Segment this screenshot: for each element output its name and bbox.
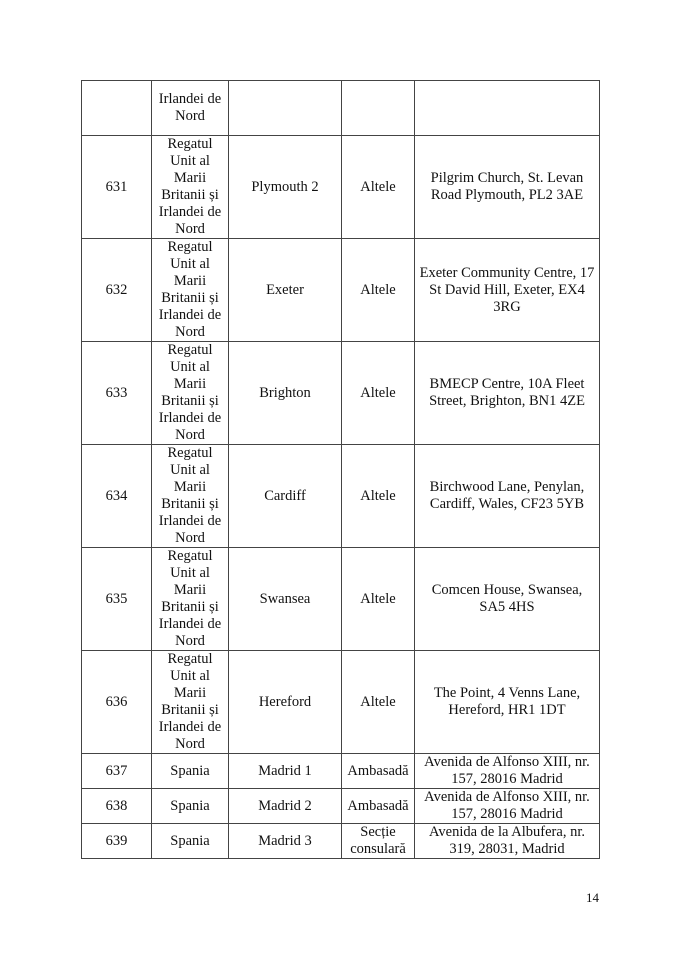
cell-city: Swansea (229, 548, 342, 651)
cell-nr: 634 (82, 445, 152, 548)
cell-nr: 638 (82, 789, 152, 824)
cell-country: Regatul Unit al Marii Britanii și Irlandei de Nord (152, 445, 229, 548)
cell-city: Exeter (229, 239, 342, 342)
table-row (82, 754, 600, 789)
cell-type: Altele (342, 239, 415, 342)
cell-country: Spania (152, 789, 229, 824)
cell-address: Exeter Community Centre, 17 St David Hill, Exeter, EX4 3RG (415, 239, 600, 342)
page-number: 14 (586, 890, 599, 905)
cell-type: Ambasadă (342, 789, 415, 824)
cell-type: Altele (342, 651, 415, 754)
cell-type: Altele (342, 342, 415, 445)
cell-address: The Point, 4 Venns Lane, Hereford, HR1 1DT (415, 651, 600, 754)
cell-address: Birchwood Lane, Penylan, Cardiff, Wales, CF23 5YB (415, 445, 600, 548)
table-row (82, 548, 600, 651)
cell-type: Ambasadă (342, 754, 415, 789)
cell-country: Regatul Unit al Marii Britanii și Irlandei de Nord (152, 342, 229, 445)
cell-type: Secție consulară (342, 824, 415, 859)
cell-type: Altele (342, 136, 415, 239)
cell-nr: 633 (82, 342, 152, 445)
cell-address: BMECP Centre, 10A Fleet Street, Brighton, BN1 4ZE (415, 342, 600, 445)
cell-address: Avenida de la Albufera, nr. 319, 28031, Madrid (415, 824, 600, 859)
cell-city: Brighton (229, 342, 342, 445)
cell-nr: 632 (82, 239, 152, 342)
table-row (82, 445, 600, 548)
cell-nr: 637 (82, 754, 152, 789)
cell-city (229, 81, 342, 136)
cell-city: Cardiff (229, 445, 342, 548)
cell-country: Spania (152, 824, 229, 859)
cell-city: Hereford (229, 651, 342, 754)
cell-address: Comcen House, Swansea, SA5 4HS (415, 548, 600, 651)
cell-address: Avenida de Alfonso XIII, nr. 157, 28016 Madrid (415, 754, 600, 789)
table-row (82, 136, 600, 239)
cell-type: Altele (342, 548, 415, 651)
cell-nr: 631 (82, 136, 152, 239)
cell-city: Madrid 2 (229, 789, 342, 824)
cell-country: Regatul Unit al Marii Britanii și Irlandei de Nord (152, 136, 229, 239)
cell-country: Spania (152, 754, 229, 789)
cell-city: Madrid 3 (229, 824, 342, 859)
cell-nr: 639 (82, 824, 152, 859)
cell-address (415, 81, 600, 136)
table-row (82, 239, 600, 342)
cell-country: Regatul Unit al Marii Britanii și Irlandei de Nord (152, 651, 229, 754)
cell-type: Altele (342, 445, 415, 548)
cell-nr: 636 (82, 651, 152, 754)
table-row (82, 81, 600, 136)
cell-country: Regatul Unit al Marii Britanii și Irlandei de Nord (152, 239, 229, 342)
cell-address: Avenida de Alfonso XIII, nr. 157, 28016 Madrid (415, 789, 600, 824)
polling-stations-table (81, 80, 600, 859)
table-row (82, 651, 600, 754)
table-row (82, 789, 600, 824)
cell-city: Madrid 1 (229, 754, 342, 789)
cell-nr: 635 (82, 548, 152, 651)
cell-nr (82, 81, 152, 136)
cell-city: Plymouth 2 (229, 136, 342, 239)
cell-country: Irlandei de Nord (152, 81, 229, 136)
cell-country: Regatul Unit al Marii Britanii și Irlandei de Nord (152, 548, 229, 651)
table-row (82, 342, 600, 445)
cell-address: Pilgrim Church, St. Levan Road Plymouth, PL2 3AE (415, 136, 600, 239)
table-row (82, 824, 600, 859)
cell-type (342, 81, 415, 136)
